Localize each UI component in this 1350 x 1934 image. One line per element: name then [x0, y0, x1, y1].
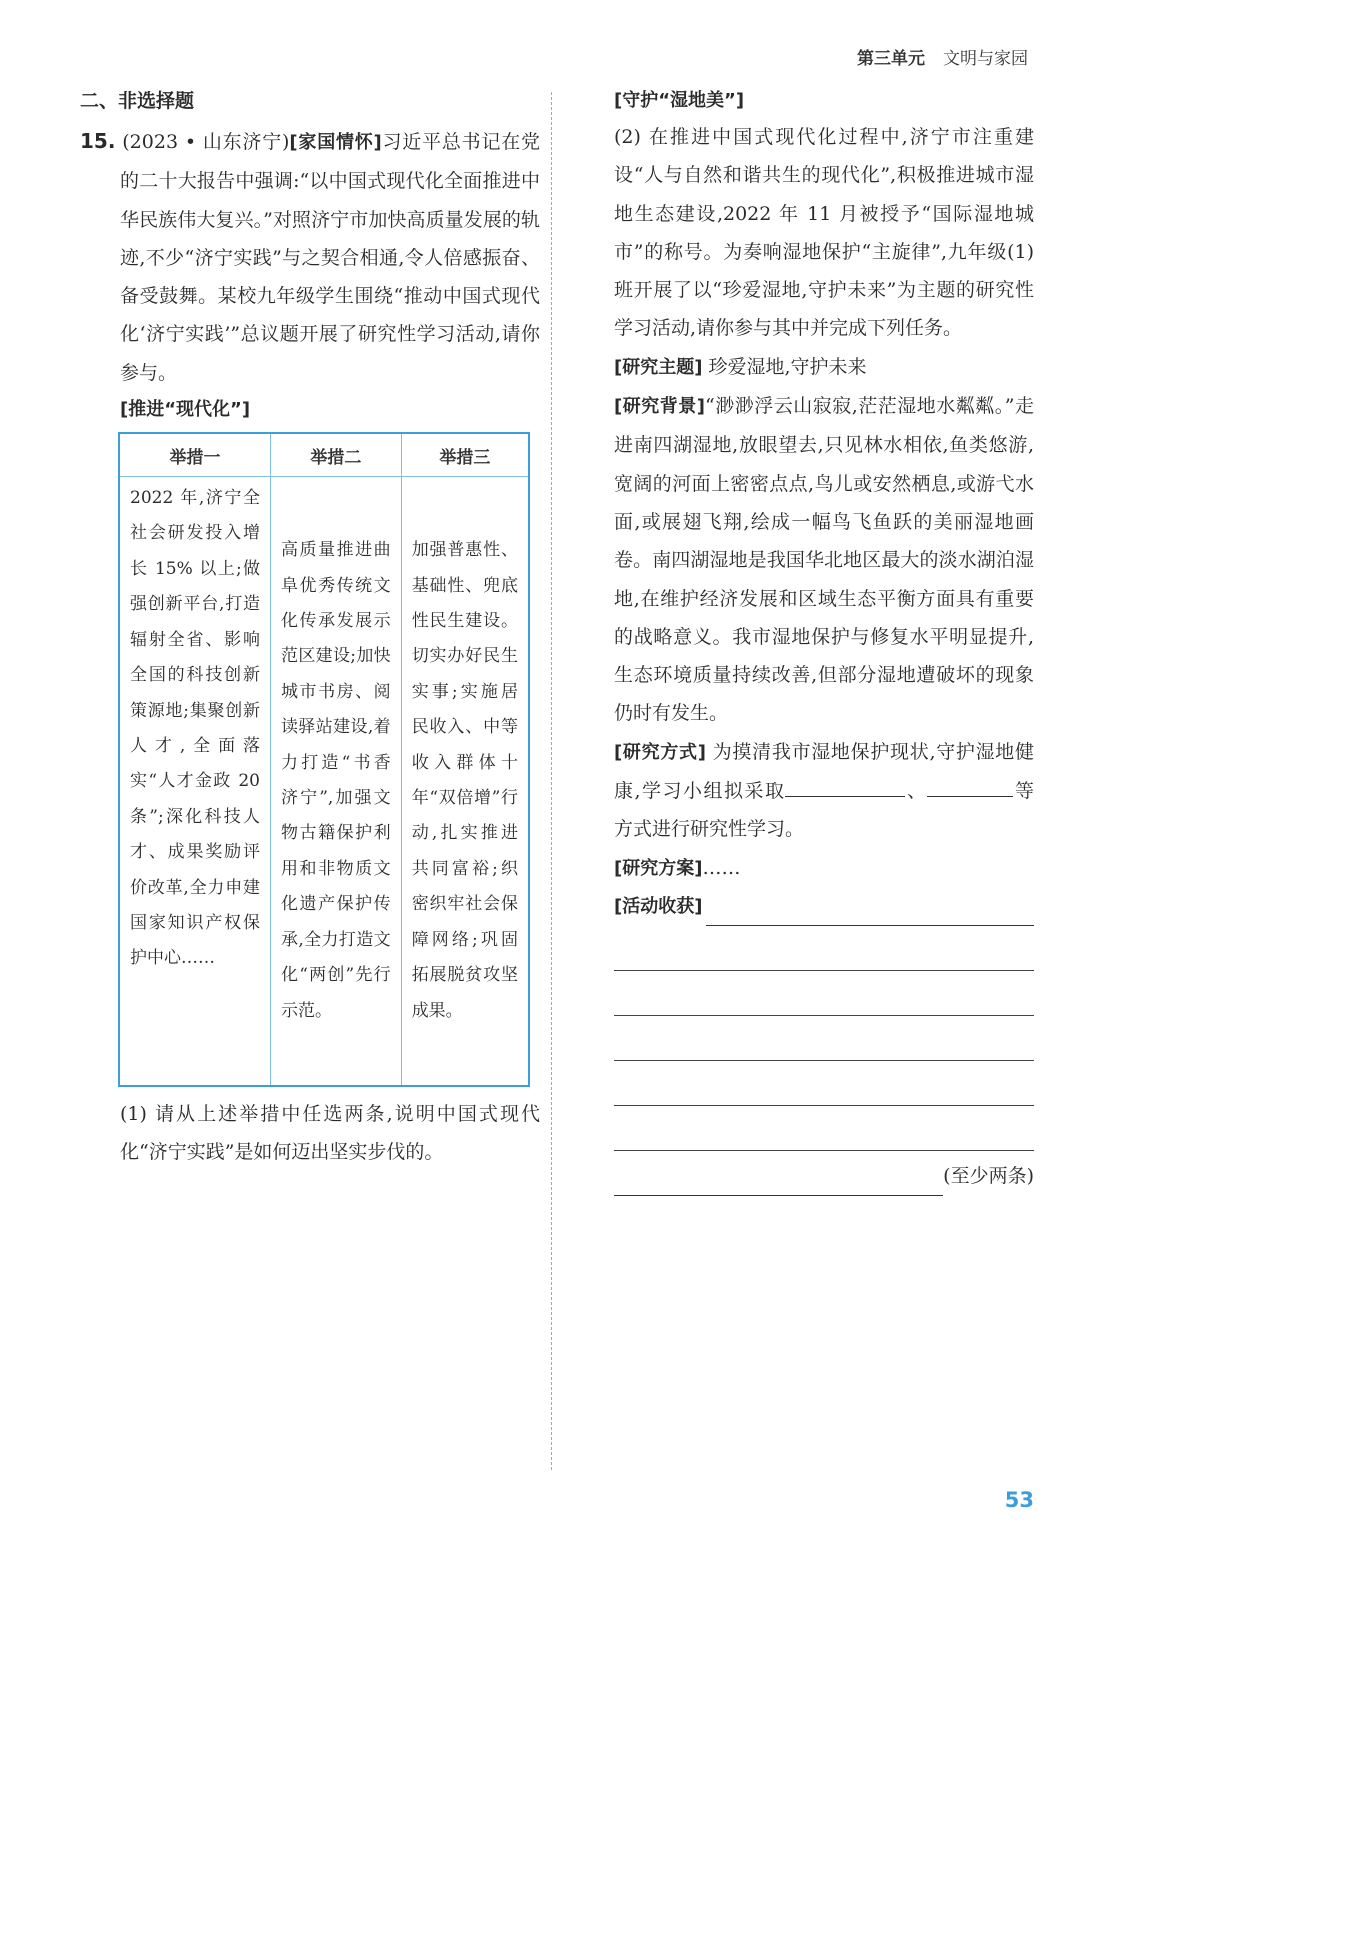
table-cell-measure-1: 2022 年,济宁全社会研发投入增长 15% 以上;做强创新平台,打造辐射全省、影响全国的科技创新策源地;集聚创新人才,全面落实“人才金政 20 条”;深化科技人才、成果奖励评价改革,全力申建国家知识产权保护中心…… — [119, 477, 271, 1087]
table-header: 举措一 — [119, 433, 271, 477]
question-source: (2023 • 山东济宁) — [122, 131, 290, 153]
harvest-answer-line[interactable] — [706, 903, 1034, 926]
research-topic-text: 珍爱湿地,守护未来 — [708, 355, 867, 378]
research-plan-tag: [研究方案] — [614, 857, 703, 879]
left-column — [80, 84, 540, 1172]
research-plan — [614, 849, 1034, 888]
table-cell-measure-2: 高质量推进曲阜优秀传统文化传承发展示范区建设;加快城市书房、阅读驿站建设,着力打造“书香济宁”,加强文物古籍保护利用和非物质文化遗产保护传承,全力打造文化“两创”先行示范。 — [271, 477, 402, 1087]
answer-line[interactable] — [614, 971, 1034, 1016]
method-separator: 、 — [905, 780, 928, 803]
research-method-tag: [研究方式] — [614, 741, 706, 763]
answer-line[interactable] — [614, 1173, 943, 1196]
question-tag: [家国情怀] — [289, 132, 382, 153]
research-plan-text: …… — [702, 856, 741, 879]
page-header — [857, 44, 1028, 69]
research-background — [614, 387, 1034, 733]
answer-line[interactable] — [614, 1016, 1034, 1061]
question-intro-text: 习近平总书记在党的二十大报告中强调:“以中国式现代化全面推进中华民族伟大复兴。”对照济宁市加快高质量发展的轨迹,不少“济宁实践”与之契合相通,令人倍感振奋、备受鼓舞。某校九年级学生围绕“推动中国式现代化‘济宁实践’”总议题开展了研究性学习活动,请你参与。 — [120, 131, 540, 384]
question-number: 15. — [80, 129, 116, 153]
part2-heading: [守护“湿地美”] — [614, 90, 745, 111]
method-blank-1[interactable] — [785, 774, 905, 797]
page-number: 53 — [1004, 1488, 1034, 1512]
table-header: 举措三 — [401, 433, 529, 477]
research-topic — [614, 348, 1034, 387]
research-method-text-b: 等方式进行研究性学习。 — [614, 780, 1034, 841]
question-intro — [80, 122, 540, 392]
unit-label: 第三单元 — [857, 49, 925, 69]
section-title: 二、非选择题 — [80, 90, 195, 112]
right-column — [614, 84, 1034, 1196]
column-divider — [551, 92, 552, 1470]
answer-line[interactable] — [614, 926, 1034, 971]
activity-harvest — [614, 888, 1034, 926]
activity-harvest-tag: [活动收获] — [614, 895, 703, 917]
answer-line[interactable] — [614, 1106, 1034, 1151]
question-part2-intro: (2) 在推进中国式现代化过程中,济宁市注重建设“人与自然和谐共生的现代化”,积极推进城市湿地生态建设,2022 年 11 月被授予“国际湿地城市”的称号。为奏响湿地保护“主旋律”,九年级(1)班开展了以“珍爱湿地,守护未来”为主题的研究性学习活动,请你参与其中并完成下列任务。 — [614, 126, 1034, 340]
method-blank-2[interactable] — [927, 774, 1013, 797]
measures-table — [118, 432, 530, 1087]
table-header: 举措二 — [271, 433, 402, 477]
research-method — [614, 733, 1034, 849]
research-background-text: “渺渺浮云山寂寂,茫茫湿地水粼粼。”走进南四湖湿地,放眼望去,只见林水相依,鱼类悠游,宽阔的河面上密密点点,鸟儿或安然栖息,或游弋水面,或展翅飞翔,绘成一幅鸟飞鱼跃的美丽湿地画卷。南四湖湿地是我国华北地区最大的淡水湖泊湿地,在维护经济发展和区域生态平衡方面具有重要的战略意义。我市湿地保护与修复水平明显提升,生态环境质量持续改善,但部分湿地遭破坏的现象仍时有发生。 — [614, 395, 1035, 725]
research-method-text-a: 为摸清我市湿地保护现状,守护湿地健康,学习小组拟采取 — [614, 740, 1034, 803]
table-row — [119, 477, 529, 1087]
research-background-tag: [研究背景] — [614, 396, 705, 418]
unit-title: 文明与家园 — [943, 49, 1028, 69]
table-cell-measure-3: 加强普惠性、基础性、兜底性民生建设。切实办好民生实事;实施居民收入、中等收入群体十年“双倍增”行动,扎实推进共同富裕;织密织牢社会保障网络;巩固拓展脱贫攻坚成果。 — [401, 477, 529, 1087]
last-answer-row — [614, 1157, 1034, 1195]
part1-heading: [推进“现代化”] — [120, 399, 251, 421]
question-part1: (1) 请从上述举措中任选两条,说明中国式现代化“济宁实践”是如何迈出坚实步伐的。 — [120, 1103, 540, 1164]
table-header-row — [119, 433, 529, 477]
answer-line[interactable] — [614, 1061, 1034, 1106]
research-topic-tag: [研究主题] — [614, 356, 703, 378]
harvest-note: (至少两条) — [943, 1165, 1034, 1188]
